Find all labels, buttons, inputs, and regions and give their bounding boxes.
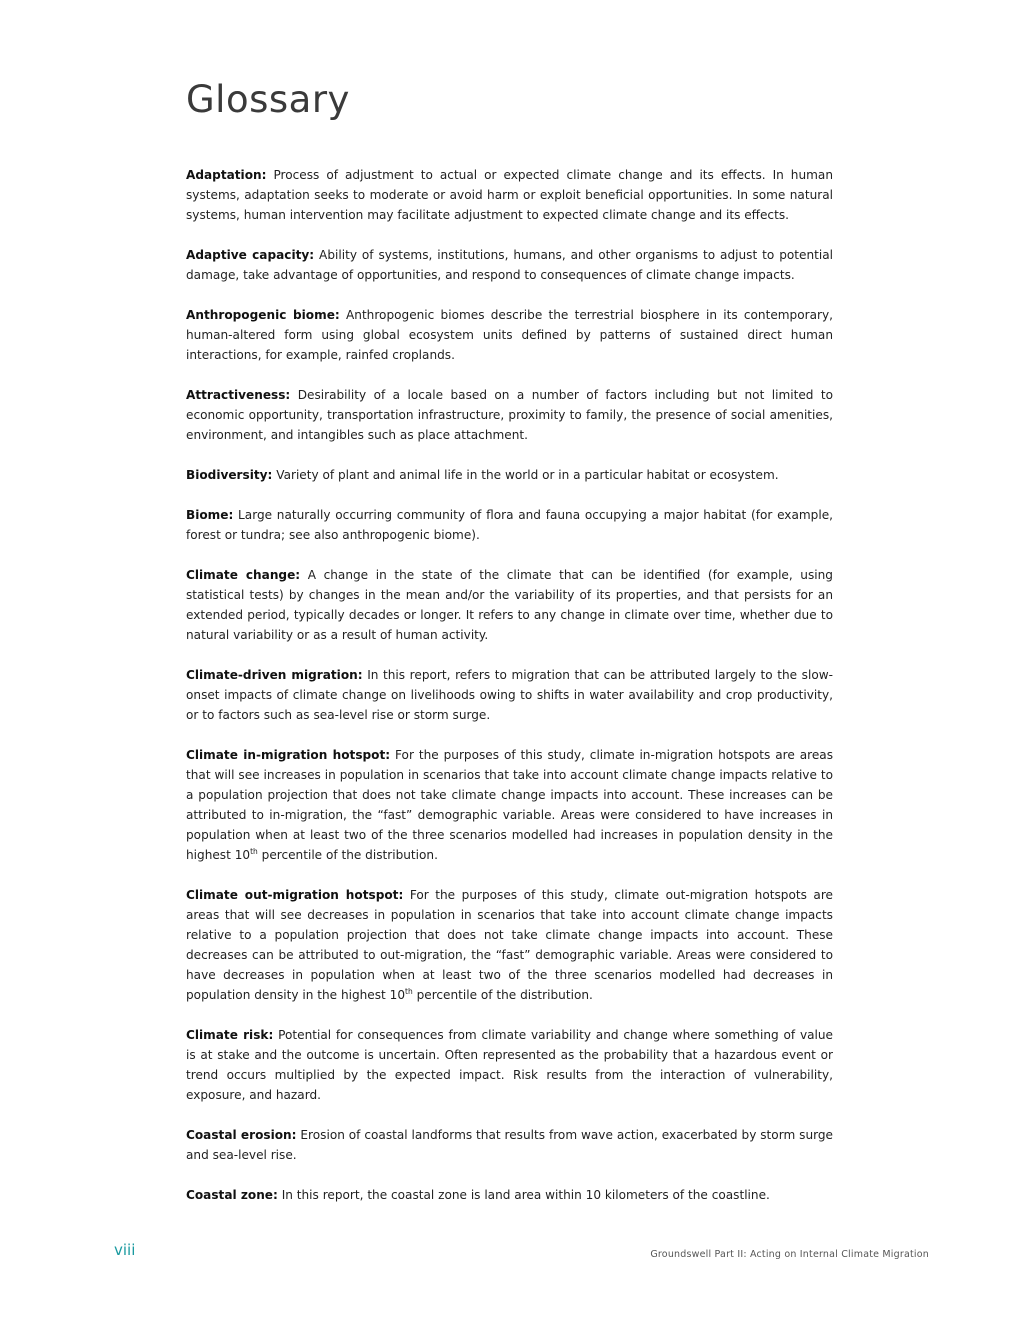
glossary-entry-coastal-zone xyxy=(186,1185,833,1205)
glossary-entry-attractiveness xyxy=(186,385,833,445)
glossary-term: Climate out-migration hotspot: xyxy=(186,888,404,902)
page-title: Glossary xyxy=(186,78,350,121)
glossary-term: Climate change: xyxy=(186,568,301,582)
superscript: th xyxy=(405,986,413,996)
glossary-term: Anthropogenic biome: xyxy=(186,308,340,322)
glossary-definition: In this report, refers to migration that can be attributed largely to the slow-onset impacts of climate change on livelihoods owing to shifts in water availability and crop productivity, or to factors such as sea-level rise or storm surge. xyxy=(186,668,833,722)
glossary-definition: In this report, the coastal zone is land area within 10 kilometers of the coastline. xyxy=(281,1188,770,1202)
glossary-entry-anthropogenic-biome xyxy=(186,305,833,365)
glossary-entry-biome xyxy=(186,505,833,545)
glossary-entry-biodiversity xyxy=(186,465,833,485)
glossary-term: Adaptive capacity: xyxy=(186,248,315,262)
glossary-definition: For the purposes of this study, climate out-migration hotspots are areas that will see decreases in population in scenarios that take into account climate change impacts relative to a population projection that does not take climate change impacts into account. These decreases can be attributed to out-migration, the “fast” demographic variable. Areas were considered to have decreases in population when at least two of the three scenarios modelled had decreases in population density in the highest 10 xyxy=(186,888,833,1002)
glossary-definition: Potential for consequences from climate variability and change where something of value is at stake and the outcome is uncertain. Often represented as the probability that a hazardous event or trend occurs multiplied by the expected impact. Risk results from the interaction of vulnerability, exposure, and hazard. xyxy=(186,1028,833,1102)
glossary-definition: Desirability of a locale based on a number of factors including but not limited to economic opportunity, transportation infrastructure, proximity to family, the presence of social amenities, environment, and intangibles such as place attachment. xyxy=(186,388,833,442)
glossary-term: Biome: xyxy=(186,508,234,522)
glossary-entry-climate-in-migration-hotspot xyxy=(186,745,833,865)
glossary-term: Coastal zone: xyxy=(186,1188,278,1202)
glossary-term: Climate risk: xyxy=(186,1028,274,1042)
superscript: th xyxy=(250,846,258,856)
glossary-term: Climate in-migration hotspot: xyxy=(186,748,391,762)
glossary-definition: Process of adjustment to actual or expected climate change and its effects. In human systems, adaptation seeks to moderate or avoid harm or exploit beneficial opportunities. In some natural systems, human intervention may facilitate adjustment to expected climate change and its effects. xyxy=(186,168,833,222)
glossary-definition: Ability of systems, institutions, humans, and other organisms to adjust to potential damage, take advantage of opportunities, and respond to consequences of climate change impacts. xyxy=(186,248,833,282)
glossary-entry-climate-driven-migration xyxy=(186,665,833,725)
glossary-list xyxy=(186,165,833,1225)
glossary-term: Climate-driven migration: xyxy=(186,668,363,682)
glossary-entry-climate-out-migration-hotspot xyxy=(186,885,833,1005)
glossary-entry-climate-change xyxy=(186,565,833,645)
glossary-definition: Anthropogenic biomes describe the terrestrial biosphere in its contemporary, human-altered form using global ecosystem units defined by patterns of sustained direct human interactions, for example, rainfed croplands. xyxy=(186,308,833,362)
glossary-term: Biodiversity: xyxy=(186,468,273,482)
glossary-entry-adaptive-capacity xyxy=(186,245,833,285)
glossary-term: Coastal erosion: xyxy=(186,1128,297,1142)
glossary-definition: Large naturally occurring community of flora and fauna occupying a major habitat (for example, forest or tundra; see also anthropogenic biome). xyxy=(186,508,833,542)
glossary-definition: For the purposes of this study, climate in-migration hotspots are areas that will see increases in population in scenarios that take into account climate change impacts relative to a population projection that does not take climate change impacts into account. These increases can be attributed to in-migration, the “fast” demographic variable. Areas were considered to have increases in population when at least two of the three scenarios modelled had increases in population density in the highest 10 xyxy=(186,748,833,862)
glossary-definition-end: percentile of the distribution. xyxy=(412,988,593,1002)
glossary-entry-coastal-erosion xyxy=(186,1125,833,1165)
glossary-definition: A change in the state of the climate that can be identified (for example, using statistical tests) by changes in the mean and/or the variability of its properties, and that persists for an extended period, typically decades or longer. It refers to any change in climate over time, whether due to natural variability or as a result of human activity. xyxy=(186,568,833,642)
glossary-term: Adaptation: xyxy=(186,168,267,182)
glossary-definition-end: percentile of the distribution. xyxy=(257,848,438,862)
glossary-entry-climate-risk xyxy=(186,1025,833,1105)
page-number: viii xyxy=(114,1241,136,1259)
glossary-definition: Erosion of coastal landforms that results from wave action, exacerbated by storm surge and sea-level rise. xyxy=(186,1128,833,1162)
running-footer: Groundswell Part II: Acting on Internal Climate Migration xyxy=(650,1249,929,1260)
glossary-definition: Variety of plant and animal life in the world or in a particular habitat or ecosystem. xyxy=(276,468,779,482)
glossary-entry-adaptation xyxy=(186,165,833,225)
glossary-term: Attractiveness: xyxy=(186,388,291,402)
